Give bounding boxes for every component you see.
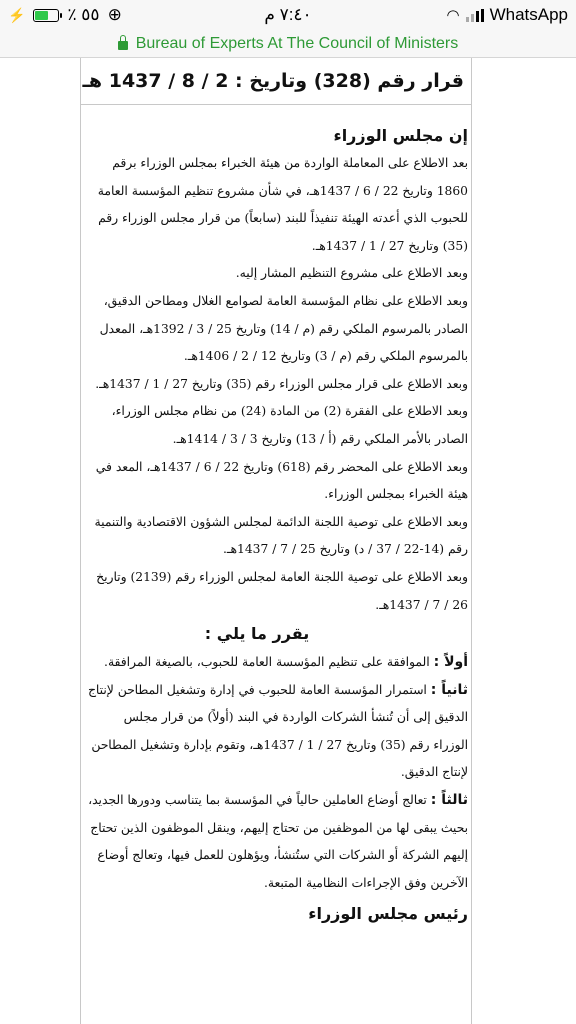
item-label: ثالثاً : bbox=[430, 792, 468, 809]
council-heading: إن مجلس الوزراء bbox=[333, 126, 468, 145]
wifi-icon: ◠ bbox=[446, 7, 460, 24]
preamble-paragraph: وبعد الاطلاع على توصية اللجنة العامة لمجلس الوزراء رقم (2139) وتاريخ 26 / 7 / 1437هـ. bbox=[96, 569, 468, 612]
site-name[interactable]: Bureau of Experts At The Council of Ministers bbox=[135, 34, 459, 52]
resolution-item bbox=[86, 787, 468, 897]
preamble-paragraph: وبعد الاطلاع على قرار مجلس الوزراء رقم (35) وتاريخ 27 / 1 / 1437هـ. bbox=[95, 376, 468, 391]
title-divider bbox=[80, 104, 472, 105]
battery-icon bbox=[33, 9, 59, 22]
charging-icon: ⚡ bbox=[8, 6, 26, 23]
lock-icon bbox=[118, 41, 128, 50]
status-right bbox=[446, 5, 568, 25]
preamble-paragraph: بعد الاطلاع على المعاملة الواردة من هيئة الخبراء بمجلس الوزراء برقم 1860 وتاريخ 22 / 6 / 1437هـ، في شأن مشروع تنظيم المؤسسة العامة للحبوب الذي أعدته الهيئة تنفيذاً للبند (سابعاً) من قرار مجلس الوزراء رقم (35) وتاريخ 27 / 1 / 1437هـ. bbox=[97, 156, 468, 253]
signature: رئيس مجلس الوزراء bbox=[308, 904, 468, 924]
status-time: ٧:٤٠ م bbox=[264, 5, 312, 24]
preamble-paragraph: وبعد الاطلاع على الفقرة (2) من المادة (24) من نظام مجلس الوزراء، الصادر بالأمر الملكي رقم (أ / 13) وتاريخ 3 / 3 / 1414هـ. bbox=[111, 404, 468, 446]
url-bar[interactable] bbox=[0, 30, 576, 58]
item-label: ثانياً : bbox=[430, 681, 468, 698]
resolution-item bbox=[86, 677, 468, 787]
resolution-item bbox=[86, 649, 468, 677]
rotation-lock-icon: ⊕ bbox=[107, 5, 122, 24]
signal-icon bbox=[466, 9, 484, 22]
item-text: استمرار المؤسسة العامة للحبوب في إدارة وتشغيل المطاحن لإنتاج الدقيق إلى أن تُنشأ الشركات الواردة في البند (أولاً) من قرار مجلس الوزراء رقم (35) وتاريخ 27 / 1 / 1437هـ، وتقوم بإدارة وتشغيل المطاحن لإنتاج الدقيق. bbox=[87, 682, 468, 780]
status-bar bbox=[0, 0, 576, 30]
preamble-paragraph: وبعد الاطلاع على مشروع التنظيم المشار إليه. bbox=[235, 266, 468, 281]
battery-level bbox=[35, 11, 47, 20]
preamble-paragraph: وبعد الاطلاع على توصية اللجنة الدائمة لمجلس الشؤون الاقتصادية والتنمية رقم (14-22 / 37 / د) وتاريخ 25 / 7 / 1437هـ. bbox=[94, 514, 468, 557]
decision-title: قرار رقم (328) وتاريخ : 2 / 8 / 1437 هـ bbox=[82, 70, 464, 92]
carrier-name[interactable]: WhatsApp bbox=[489, 5, 568, 24]
battery-percent: ٪ ٥٥ bbox=[67, 5, 100, 24]
preamble-paragraph: وبعد الاطلاع على المحضر رقم (618) وتاريخ 22 / 6 / 1437هـ، المعد في هيئة الخبراء بمجلس الوزراء. bbox=[95, 459, 468, 502]
preamble bbox=[86, 150, 468, 619]
resolves-heading: يقرر ما يلي : bbox=[204, 624, 310, 644]
status-left bbox=[8, 5, 122, 25]
item-label: أولاً : bbox=[433, 654, 468, 671]
document-body bbox=[86, 122, 468, 931]
item-text: تعالج أوضاع العاملين حالياً في المؤسسة بما يتناسب ودورها الجديد، بحيث يبقى لها من الموظفين من تحتاج إليهم، وينقل الموظفون الذين تحتاج إليهم الشركة أو الشركات التي ستُنشأ، ويؤهلون للعمل فيها، وتعالج أوضاع الآخرين وفق الإجراءات النظامية المتبعة. bbox=[88, 793, 468, 890]
preamble-paragraph: وبعد الاطلاع على نظام المؤسسة العامة لصوامع الغلال ومطاحن الدقيق، الصادر بالمرسوم الملكي رقم (م / 14) وتاريخ 25 / 3 / 1392هـ، المعدل بالمرسوم الملكي رقم (م / 3) وتاريخ 12 / 2 / 1406هـ. bbox=[99, 293, 468, 364]
item-text: الموافقة على تنظيم المؤسسة العامة للحبوب، بالصيغة المرافقة. bbox=[104, 655, 430, 670]
